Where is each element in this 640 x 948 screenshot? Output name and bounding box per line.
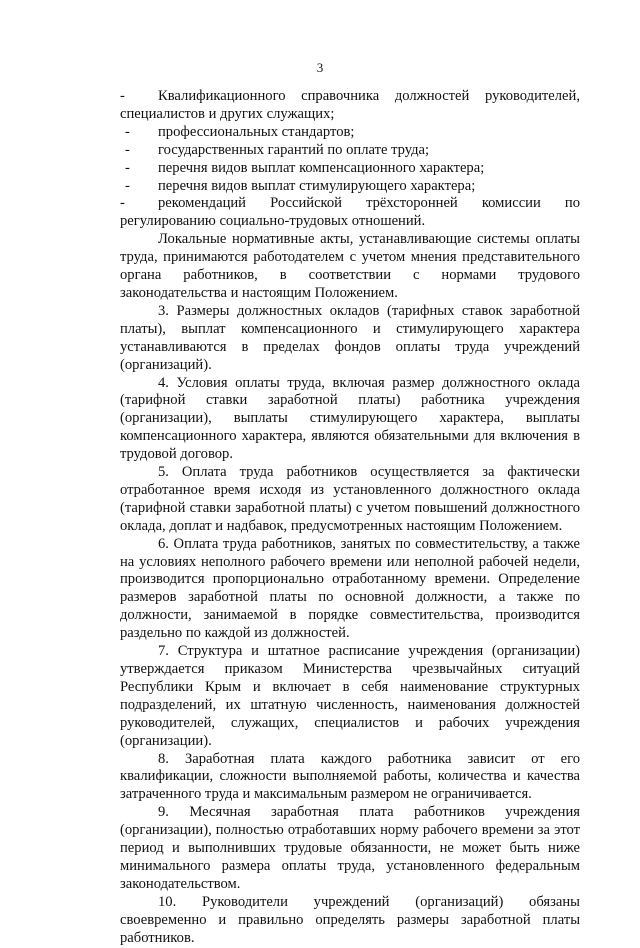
paragraph-8: 8. Заработная плата каждого работника зависит от его квалификации, сложности выполняемой работы, количества и качества затраченного труда и максимальным размером не ограничивается. <box>120 750 580 803</box>
paragraph-10: 10. Руководители учреждений (организаций) обязаны своевременно и правильно определять размеры заработной платы работников. <box>120 893 580 946</box>
bullet-dash: - <box>120 195 125 212</box>
bullet-item <box>120 178 580 196</box>
bullet-item <box>120 160 580 178</box>
bullet-dash: - <box>125 123 130 140</box>
bullet-dash: - <box>125 159 130 176</box>
paragraph-5: 5. Оплата труда работников осуществляется за фактически отработанное время исходя из установленного должностного оклада (тарифной ставки заработной платы) с учетом повышений должностного оклада, доплат и надбавок, предусмотренных настоящим Положением. <box>120 464 580 534</box>
paragraph-4: 4. Условия оплаты труда, включая размер должностного оклада (тарифной ставки заработной платы) работника учреждения (организации), выплаты стимулирующего характера, выплаты компенсационного характера, являются обязательными для включения в трудовой договор. <box>120 374 580 463</box>
bullet-item <box>120 88 580 124</box>
bullet-text: профессиональных стандартов; <box>158 123 355 140</box>
paragraph-local-acts: Локальные нормативные акты, устанавливающие системы оплаты труда, принимаются работодателем с учетом мнения представительного органа работников, в соответствии с нормами трудового законодательства и настоящим Положением. <box>120 231 580 301</box>
bullet-text: рекомендаций Российской трёхсторонней комиссии по регулированию социально-трудовых отношений. <box>120 195 580 230</box>
bullet-text: перечня видов выплат стимулирующего характера; <box>158 177 476 194</box>
bullet-dash: - <box>120 88 125 104</box>
paragraph-7: 7. Структура и штатное расписание учреждения (организации) утверждается приказом Министерства чрезвычайных ситуаций Республики Крым и включает в себя наименование структурных подразделений, их штатную численность, наименования должностей руководителей, служащих, специалистов и рабочих учреждения (организации). <box>120 643 580 749</box>
document-body <box>120 88 580 948</box>
paragraph-6: 6. Оплата труда работников, занятых по совместительству, а также на условиях неполного рабочего времени или неполной рабочей недели, производится пропорционально отработанному времени. Определение размеров заработной платы по основной должности, а также по должности, занимаемой в порядке совместительства, производится раздельно по каждой из должностей. <box>120 535 580 642</box>
page-number: 3 <box>316 60 324 75</box>
bullet-text: государственных гарантий по оплате труда; <box>158 141 430 158</box>
bullet-item <box>120 142 580 160</box>
bullet-dash: - <box>125 141 130 158</box>
bullet-item <box>120 124 580 142</box>
bullet-item <box>120 195 580 231</box>
paragraph-9: 9. Месячная заработная плата работников учреждения (организации), полностью отработавших норму рабочего времени за этот период и выполнивших трудовые обязанности, не может быть ниже минимального размера оплаты труда, установленного федеральным законодательством. <box>120 804 580 892</box>
paragraph-3: 3. Размеры должностных окладов (тарифных ставок заработной платы), выплат компенсационного и стимулирующего характера устанавливаются в пределах фондов оплаты труда учреждений (организаций). <box>120 302 580 373</box>
bullet-dash: - <box>125 177 130 194</box>
bullet-text: Квалификационного справочника должностей руководителей, специалистов и других служащих; <box>120 88 580 122</box>
bullet-text: перечня видов выплат компенсационного характера; <box>158 159 485 176</box>
